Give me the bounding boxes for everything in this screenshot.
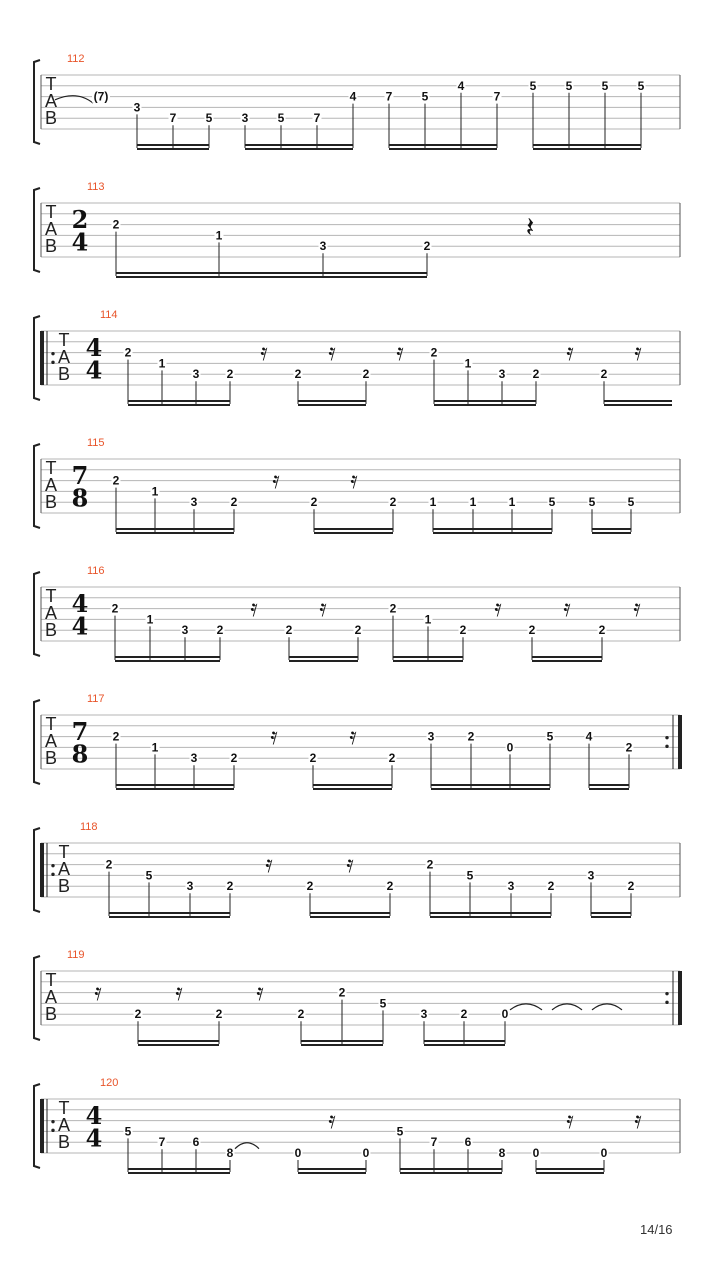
measure-number: 114 [100,309,118,321]
time-signature-top: 7 [71,460,89,490]
beam [301,1040,383,1042]
fret-number: 8 [226,1146,234,1160]
fret-number: 2 [111,601,119,616]
fret-number: 2 [230,495,238,510]
fret-number: 5 [637,78,645,93]
measure-number: 113 [87,181,105,193]
beam [533,144,641,146]
tab-letter: B [57,364,71,384]
beam [589,788,629,790]
beam [430,912,551,914]
beam [289,660,358,662]
fret-number: 2 [627,879,635,894]
sixteenth-rest: 𝄿 [260,338,268,367]
fret-number: 3 [319,239,327,254]
tab-letter: A [44,219,58,239]
fret-number: 2 [112,473,120,488]
sixteenth-rest: 𝄿 [566,338,574,367]
beam [536,1172,604,1174]
fret-number: 3 [420,1007,428,1022]
repeat-dot [665,745,668,748]
beam [592,532,631,534]
fret-number: 1 [429,495,437,510]
system-bracket [34,572,40,656]
fret-number: 2 [306,879,314,894]
beam [298,400,366,402]
tie-arc [235,1143,259,1149]
sixteenth-rest: 𝄿 [319,594,327,623]
sixteenth-rest: 𝄿 [328,1106,336,1135]
beam [389,148,497,150]
beam [116,788,234,790]
fret-number: 1 [508,495,516,510]
beam [434,400,536,402]
tab-system [34,565,680,662]
fret-number: 2 [532,367,540,382]
tab-letter: B [44,748,58,768]
tab-letter: T [58,1098,70,1118]
beam [245,148,353,150]
fret-number: 5 [421,89,429,104]
beam [128,1168,230,1170]
measure-number: 120 [100,1077,119,1089]
fret-number: 3 [241,111,249,126]
fret-number: 7 [313,111,321,126]
fret-number: 0 [532,1146,540,1160]
beam [298,1172,366,1174]
measure-number: 118 [80,821,98,833]
beam [116,528,234,530]
repeat-end-thick [678,971,682,1025]
tab-system [34,693,682,790]
repeat-end-thick [678,715,682,769]
time-signature-bottom: 4 [85,355,103,385]
sixteenth-rest: 𝄿 [328,338,336,367]
fret-number: 2 [423,239,431,254]
time-signature-bottom: 4 [85,1123,103,1153]
sixteenth-rest: 𝄿 [396,338,404,367]
beam [116,272,427,274]
system-bracket [34,1084,40,1168]
fret-number: 2 [294,367,302,382]
beam [298,404,366,406]
fret-number: 0 [294,1146,302,1160]
beam [533,148,641,150]
fret-number: 1 [424,612,432,627]
fret-number: 5 [627,495,635,510]
fret-number: 2 [386,879,394,894]
repeat-start-thick [40,1099,44,1153]
sixteenth-rest: 𝄿 [175,978,183,1007]
fret-number: 3 [498,367,506,382]
time-signature-bottom: 8 [71,739,89,769]
beam [532,656,602,658]
fret-number: 0 [362,1146,370,1160]
beam [138,1044,219,1046]
time-signature-top: 2 [71,204,89,234]
fret-number: 2 [112,217,120,232]
beam [433,532,552,534]
beam [109,916,230,918]
beam [433,528,552,530]
fret-number: 7 [169,111,177,126]
repeat-dot [51,361,54,364]
fret-number: 2 [460,1007,468,1022]
repeat-dot [51,352,54,355]
tab-letter: A [44,603,58,623]
fret-number: 2 [528,623,536,638]
fret-number: 0 [506,740,514,755]
sixteenth-rest: 𝄿 [265,850,273,879]
beam [128,1172,230,1174]
fret-number: 3 [181,623,189,638]
sixteenth-rest: 𝄿 [633,594,641,623]
beam [434,404,536,406]
fret-number: 5 [277,111,285,126]
beam [589,784,629,786]
fret-number: 5 [205,111,213,126]
system-bracket [34,60,40,144]
beam [115,656,220,658]
fret-number: 2 [297,1007,305,1022]
fret-number: 2 [134,1007,142,1022]
tab-letter: T [45,458,57,478]
repeat-dot [51,1129,54,1132]
sixteenth-rest: 𝄿 [350,466,358,495]
tab-letter: T [58,842,70,862]
fret-number: 2 [600,367,608,382]
beam [591,912,631,914]
fret-number: 2 [338,985,346,1000]
tab-letter: B [44,620,58,640]
fret-number: 5 [588,495,596,510]
fret-number: 5 [379,996,387,1011]
sixteenth-rest: 𝄿 [94,978,102,1007]
beam [393,660,463,662]
tab-letter: A [44,731,58,751]
tab-letter: A [57,1115,71,1135]
tab-letter: T [58,330,70,350]
fret-number: 3 [190,495,198,510]
fret-number: 3 [192,367,200,382]
fret-number: 2 [430,345,438,360]
fret-number: 5 [145,868,153,883]
sixteenth-rest: 𝄿 [256,978,264,1007]
beam [532,660,602,662]
beam [137,144,209,146]
tab-system [34,181,680,278]
beam [137,148,209,150]
repeat-dot [665,736,668,739]
beam [536,1168,604,1170]
beam [314,532,393,534]
beam [431,784,550,786]
beam [245,144,353,146]
beam [310,916,390,918]
repeat-dot [51,873,54,876]
measure-number: 112 [67,53,85,65]
tab-letter: T [45,74,57,94]
system-bracket [34,956,40,1040]
beam [314,528,393,530]
fret-number: 2 [426,857,434,872]
fret-number: 7 [158,1135,166,1150]
sixteenth-rest: 𝄿 [566,1106,574,1135]
tab-letter: B [44,108,58,128]
beam [310,912,390,914]
measure-number: 115 [87,437,105,449]
tab-letter: T [45,970,57,990]
beam [115,660,220,662]
fret-number: 5 [466,868,474,883]
fret-number: 5 [546,729,554,744]
repeat-dot [665,992,668,995]
fret-number: 5 [529,78,537,93]
fret-number: 2 [389,495,397,510]
beam [128,400,230,402]
repeat-start-thick [40,843,44,897]
fret-number: 2 [215,1007,223,1022]
fret-number: 2 [467,729,475,744]
fret-number: 0 [501,1007,509,1022]
beam [431,788,550,790]
fret-number: 3 [190,751,198,766]
tab-letter: T [45,202,57,222]
fret-number: 5 [124,1124,132,1139]
beam [424,1044,505,1046]
fret-number: 5 [601,78,609,93]
beam [301,1044,383,1046]
sixteenth-rest: 𝄿 [349,722,357,751]
fret-number: 4 [585,729,593,744]
time-signature-bottom: 4 [71,611,89,641]
page-number: 14/16 [640,1222,673,1237]
fret-number: 6 [464,1135,472,1150]
fret-number: 5 [565,78,573,93]
fret-number: 2 [105,857,113,872]
tab-system [34,949,682,1046]
fret-number: 2 [124,345,132,360]
tab-system [34,53,680,150]
tab-letter: A [44,987,58,1007]
beam [591,916,631,918]
tab-system [34,309,680,406]
fret-number: 1 [469,495,477,510]
fret-number: 3 [507,879,515,894]
beam [289,656,358,658]
fret-number: 2 [226,367,234,382]
fret-number: 2 [625,740,633,755]
time-signature-top: 4 [85,1100,103,1130]
sixteenth-rest: 𝄿 [494,594,502,623]
system-bracket [34,316,40,400]
beam [116,276,427,278]
beam [116,532,234,534]
beam [430,916,551,918]
time-signature-top: 7 [71,716,89,746]
beam [604,400,672,402]
beam [313,784,392,786]
sixteenth-rest: 𝄿 [270,722,278,751]
tab-system [34,437,680,534]
fret-number: 4 [349,89,357,104]
tab-letter: A [57,347,71,367]
fret-number: 2 [354,623,362,638]
fret-number: 2 [230,751,238,766]
fret-number: 7 [430,1135,438,1150]
tie-arc [510,1004,542,1010]
repeat-dot [665,1001,668,1004]
sixteenth-rest: 𝄿 [346,850,354,879]
fret-number: 1 [464,356,472,371]
time-signature-bottom: 8 [71,483,89,513]
fret-number: 2 [285,623,293,638]
fret-number: 3 [133,100,141,115]
tab-letter: B [44,236,58,256]
fret-number: 2 [310,495,318,510]
tab-letter: B [44,492,58,512]
fret-number: (7) [93,89,109,104]
system-bracket [34,444,40,528]
beam [400,1168,502,1170]
time-signature-bottom: 4 [71,227,89,257]
tab-system [34,1077,680,1174]
beam [128,404,230,406]
fret-number: 2 [226,879,234,894]
system-bracket [34,188,40,272]
fret-number: 5 [548,495,556,510]
beam [109,912,230,914]
tie-arc [592,1004,622,1010]
fret-number: 2 [309,751,317,766]
fret-number: 4 [457,78,465,93]
beam [298,1168,366,1170]
fret-number: 5 [396,1124,404,1139]
tab-letter: A [57,859,71,879]
fret-number: 2 [216,623,224,638]
tab-letter: B [44,1004,58,1024]
fret-number: 2 [112,729,120,744]
tab-letter: T [45,586,57,606]
time-signature-top: 4 [71,588,89,618]
repeat-dot [51,1120,54,1123]
sixteenth-rest: 𝄿 [250,594,258,623]
fret-number: 2 [598,623,606,638]
fret-number: 6 [192,1135,200,1150]
sixteenth-rest: 𝄿 [563,594,571,623]
fret-number: 3 [186,879,194,894]
system-bracket [34,828,40,912]
beam [592,528,631,530]
fret-number: 8 [498,1146,506,1160]
beam [604,404,672,406]
repeat-start-thick [40,331,44,385]
fret-number: 1 [215,228,223,243]
beam [313,788,392,790]
time-signature-top: 4 [85,332,103,362]
fret-number: 7 [385,89,393,104]
measure-number: 116 [87,565,105,577]
repeat-dot [51,864,54,867]
system-bracket [34,700,40,784]
fret-number: 1 [146,612,154,627]
fret-number: 3 [427,729,435,744]
beam [389,144,497,146]
fret-number: 7 [493,89,501,104]
fret-number: 2 [547,879,555,894]
tab-system [34,821,680,918]
beam [116,784,234,786]
beam [393,656,463,658]
sixteenth-rest: 𝄿 [272,466,280,495]
measure-number: 119 [67,949,85,961]
tab-letter: T [45,714,57,734]
fret-number: 1 [151,484,159,499]
tie-arc [552,1004,582,1010]
fret-number: 1 [151,740,159,755]
fret-number: 2 [459,623,467,638]
fret-number: 2 [388,751,396,766]
sixteenth-rest: 𝄿 [634,1106,642,1135]
fret-number: 2 [389,601,397,616]
tab-letter: A [44,475,58,495]
fret-number: 0 [600,1146,608,1160]
tab-letter: B [57,876,71,896]
fret-number: 2 [362,367,370,382]
beam [400,1172,502,1174]
tab-letter: A [44,91,58,111]
sixteenth-rest: 𝄿 [634,338,642,367]
beam [138,1040,219,1042]
quarter-rest: 𝄽 [525,210,535,244]
beam [424,1040,505,1042]
fret-number: 1 [158,356,166,371]
fret-number: 3 [587,868,595,883]
measure-number: 117 [87,693,105,705]
tab-letter: B [57,1132,71,1152]
